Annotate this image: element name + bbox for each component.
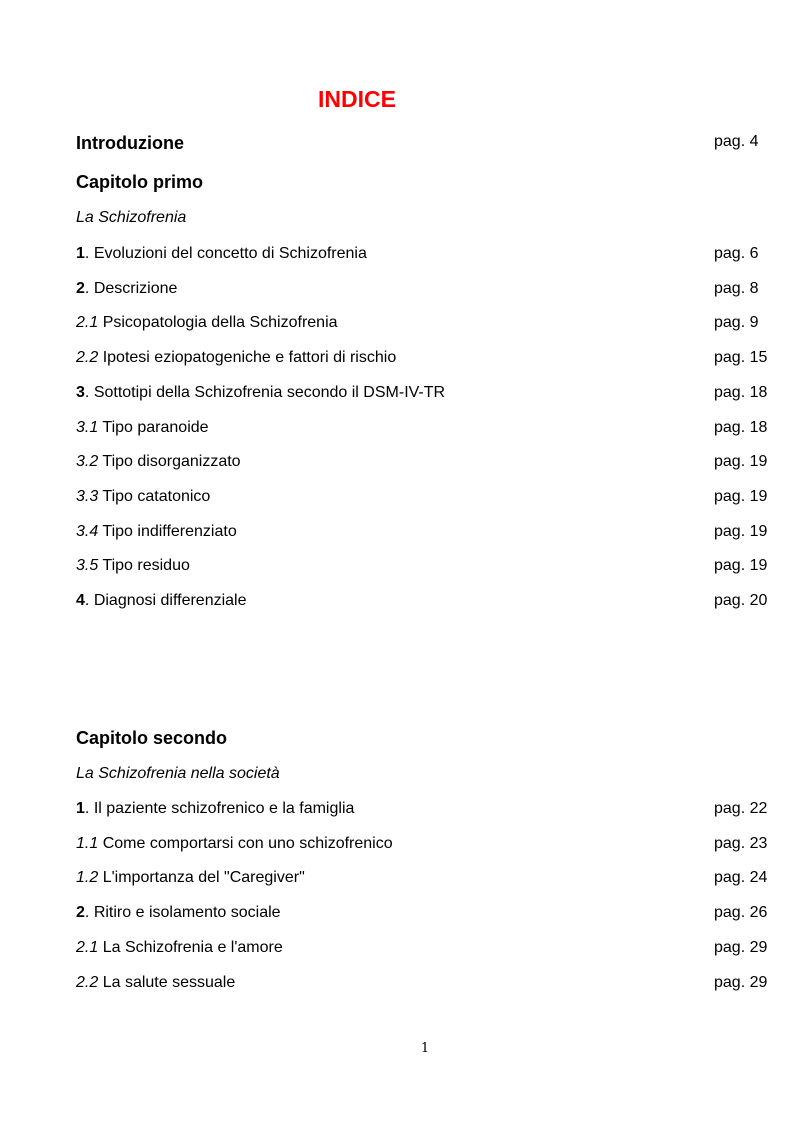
toc-intro-page: pag. 4	[714, 133, 759, 150]
toc-entry-number: 2	[76, 904, 85, 922]
chapter1-subtitle-row	[76, 209, 767, 231]
toc-entry-text: Diagnosi differenziale	[93, 592, 247, 609]
toc-entry-page: pag. 23	[714, 834, 768, 852]
toc-entry-label	[76, 800, 354, 818]
toc-entry-label	[76, 835, 393, 853]
toc-entry-number: 1.2	[76, 869, 99, 887]
toc-entry-label	[76, 523, 237, 541]
toc-entry-number: 1.1	[76, 834, 99, 852]
toc-entry	[76, 245, 767, 267]
chapter1-heading-row	[76, 172, 767, 194]
toc-entry-page: pag. 19	[714, 487, 768, 505]
toc-entry	[76, 488, 767, 510]
toc-entry-separator: .	[84, 904, 90, 922]
toc-entry	[76, 453, 767, 475]
toc-entry-text: Tipo disorganizzato	[102, 453, 241, 471]
toc-entry-text: Descrizione	[93, 279, 178, 297]
toc-intro	[76, 133, 767, 155]
toc-entry-page: pag. 20	[714, 592, 768, 609]
toc-entry-number: 3.1	[76, 418, 99, 436]
chapter1-heading: Capitolo primo	[76, 172, 203, 192]
toc-entry-text: Come comportarsi con uno schizofrenico	[102, 834, 393, 852]
toc-entry-number: 2.1	[76, 938, 99, 956]
toc-entry	[76, 349, 767, 371]
toc-entry-text: Evoluzioni del concetto di Schizofrenia	[93, 245, 367, 262]
chapter2-heading: Capitolo secondo	[76, 728, 228, 748]
toc-entry-number: 2.1	[76, 314, 99, 332]
page-title: INDICE	[318, 86, 396, 112]
toc-entry-page: pag. 15	[714, 349, 768, 367]
toc-entry-number: 2.2	[76, 973, 99, 991]
toc-entry-page: pag. 6	[714, 245, 759, 262]
toc-entry	[76, 557, 767, 579]
toc-entry-page: pag. 22	[714, 800, 768, 817]
toc-entry-number: 3.4	[76, 522, 99, 540]
toc-entry	[76, 869, 767, 891]
chapter2-heading-row	[76, 728, 767, 750]
toc-entry-page: pag. 19	[714, 557, 768, 575]
toc-entry-page: pag. 19	[714, 453, 768, 471]
toc-entry-page: pag. 19	[714, 522, 768, 540]
toc-entry-text: Tipo catatonico	[102, 487, 211, 505]
toc-entry-text: Ritiro e isolamento sociale	[93, 904, 281, 922]
toc-entry-label	[76, 245, 367, 263]
toc-entry-page: pag. 29	[714, 973, 768, 991]
toc-entry-text: L'importanza del "Caregiver"	[102, 869, 305, 887]
toc-entry-page: pag. 8	[714, 279, 759, 297]
toc-entry-number: 3.5	[76, 557, 99, 575]
toc-entry-separator: .	[84, 245, 90, 262]
toc-entry	[76, 835, 767, 857]
toc-entry-text: La salute sessuale	[102, 973, 236, 991]
chapter2-subtitle-row	[76, 765, 767, 787]
toc-entry-number: 3.2	[76, 453, 99, 471]
toc-entry-label	[76, 349, 396, 367]
toc-entry-label	[76, 557, 190, 575]
toc-entry-number: 1	[76, 800, 85, 817]
toc-entry	[76, 280, 767, 302]
toc-entry-separator: .	[84, 279, 90, 297]
toc-entry-label	[76, 384, 445, 402]
toc-entry-separator: .	[84, 383, 90, 401]
toc-entry-text: La Schizofrenia e l'amore	[102, 938, 283, 956]
chapter2-subtitle: La Schizofrenia nella società	[76, 765, 280, 782]
toc-entry-number: 2	[76, 279, 85, 297]
toc-entry-number: 2.2	[76, 349, 99, 367]
toc-entry-separator: .	[84, 800, 90, 817]
toc-entry-page: pag. 18	[714, 418, 768, 436]
toc-entry-label	[76, 974, 235, 992]
toc-entry-page: pag. 26	[714, 904, 768, 922]
toc-entry-text: Psicopatologia della Schizofrenia	[102, 314, 338, 332]
toc-entry-label	[76, 904, 281, 922]
toc-entry	[76, 974, 767, 996]
toc-entry-text: Il paziente schizofrenico e la famiglia	[93, 800, 355, 817]
toc-entry-text: Ipotesi eziopatogeniche e fattori di rischio	[102, 349, 397, 367]
toc-entry-label	[76, 488, 210, 506]
toc-entry-number: 3.3	[76, 487, 99, 505]
page-number: 1	[420, 1041, 430, 1056]
toc-entry-label	[76, 453, 241, 471]
toc-entry-text: Tipo indifferenziato	[102, 522, 237, 540]
toc-entry	[76, 800, 767, 822]
toc-entry-page: pag. 24	[714, 869, 768, 887]
chapter1-subtitle: La Schizofrenia	[76, 209, 187, 226]
toc-entry-text: Sottotipi della Schizofrenia secondo il DSM-IV-TR	[93, 383, 446, 401]
toc-entry-number: 4	[76, 592, 85, 609]
toc-entry-label	[76, 869, 305, 887]
toc-entry-separator: .	[84, 592, 90, 609]
toc-entry	[76, 939, 767, 961]
toc-entry	[76, 592, 767, 614]
toc-entry	[76, 419, 767, 441]
toc-entry-page: pag. 18	[714, 383, 768, 401]
toc-entry-text: Tipo residuo	[102, 557, 190, 575]
toc-entry	[76, 314, 767, 336]
toc-entry-label	[76, 592, 247, 610]
toc-entry	[76, 523, 767, 545]
toc-entry-number: 1	[76, 245, 85, 262]
toc-intro-label: Introduzione	[76, 133, 184, 153]
toc-entry-label	[76, 939, 283, 957]
toc-entry-page: pag. 29	[714, 938, 768, 956]
toc-entry-label	[76, 280, 177, 298]
toc-entry	[76, 904, 767, 926]
toc-entry-label	[76, 314, 338, 332]
toc-entry-number: 3	[76, 383, 85, 401]
toc-entry-text: Tipo paranoide	[102, 418, 209, 436]
toc-entry	[76, 384, 767, 406]
toc-entry-label	[76, 419, 209, 437]
toc-entry-page: pag. 9	[714, 314, 759, 332]
